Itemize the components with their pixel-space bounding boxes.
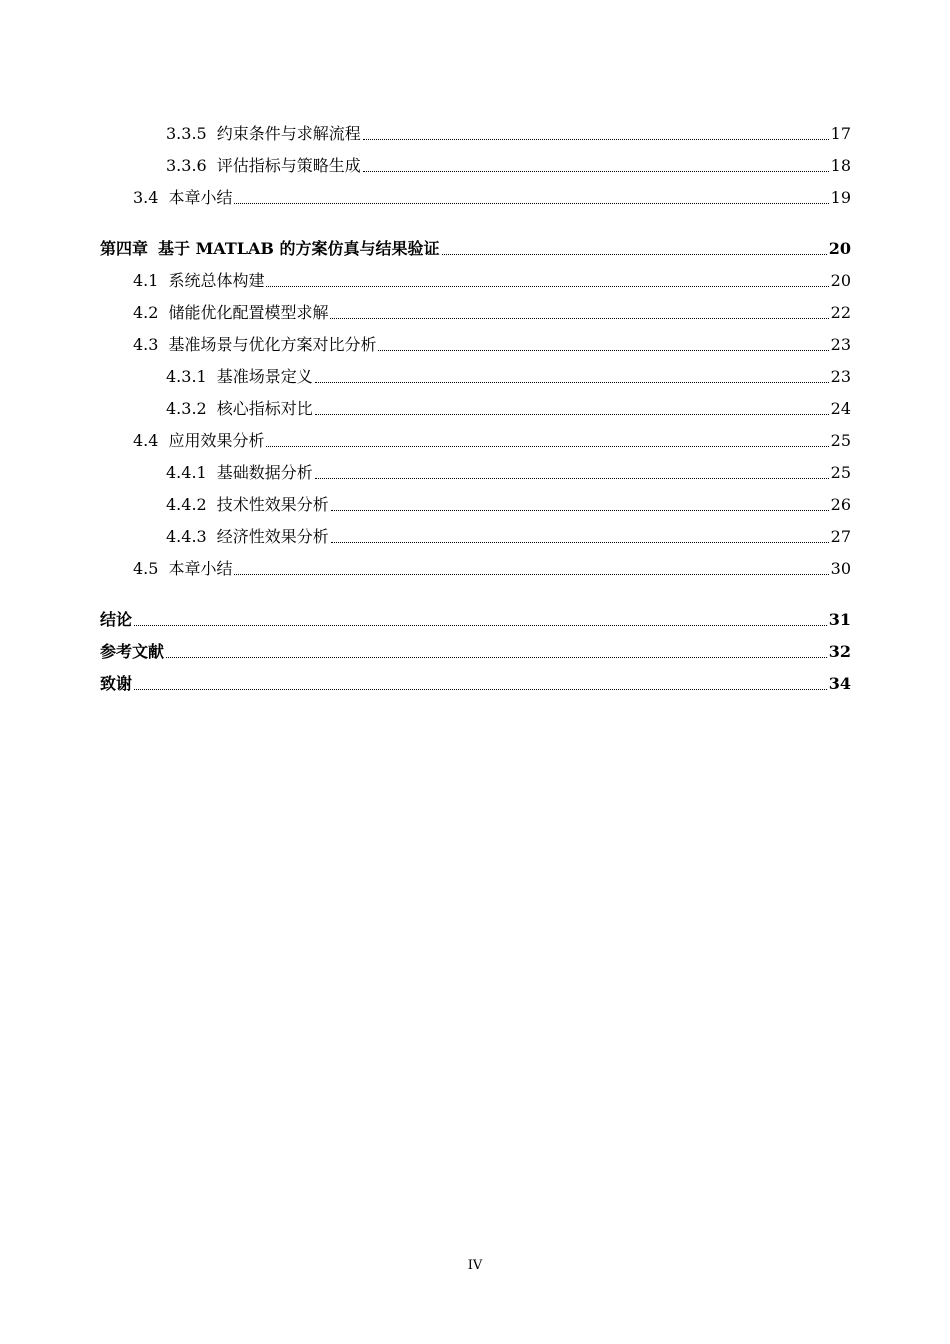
toc-entry-title: 技术性效果分析 bbox=[216, 495, 329, 514]
toc-entry-number: 3.3.5 bbox=[166, 124, 207, 143]
toc-entry[interactable] bbox=[100, 150, 851, 182]
toc-entry[interactable] bbox=[100, 329, 851, 361]
toc-dot-leader bbox=[331, 542, 829, 543]
toc-entry-page: 34 bbox=[828, 674, 851, 693]
toc-dot-leader bbox=[363, 171, 829, 172]
toc-dot-leader bbox=[331, 510, 829, 511]
toc-acknowledgement-entry[interactable] bbox=[100, 668, 851, 700]
page-number: IV bbox=[467, 1258, 483, 1273]
toc-dot-leader bbox=[315, 478, 829, 479]
toc-entry-title: 本章小结 bbox=[168, 559, 233, 578]
toc-entry-page: 22 bbox=[830, 303, 851, 322]
toc-entry-number: 4.1 bbox=[133, 271, 159, 290]
toc-entry-page: 20 bbox=[828, 239, 851, 258]
table-of-contents bbox=[100, 118, 851, 700]
toc-entry-title: 结论 bbox=[100, 610, 133, 629]
toc-entry-number: 4.3 bbox=[133, 335, 159, 354]
toc-entry[interactable] bbox=[100, 361, 851, 393]
toc-entry[interactable] bbox=[100, 425, 851, 457]
toc-dot-leader bbox=[234, 203, 828, 204]
toc-entry[interactable] bbox=[100, 182, 851, 214]
toc-entry[interactable] bbox=[100, 265, 851, 297]
toc-dot-leader bbox=[315, 382, 829, 383]
toc-chapter-number: 第四章 bbox=[100, 239, 149, 258]
toc-entry-number: 3.3.6 bbox=[166, 156, 207, 175]
toc-entry-page: 27 bbox=[830, 527, 851, 546]
toc-dot-leader bbox=[234, 574, 828, 575]
toc-entry-title: 基准场景与优化方案对比分析 bbox=[168, 335, 377, 354]
toc-entry-title: 基准场景定义 bbox=[216, 367, 313, 386]
toc-entry-number: 4.4.2 bbox=[166, 495, 207, 514]
toc-conclusion-entry[interactable] bbox=[100, 604, 851, 636]
toc-dot-leader bbox=[134, 625, 827, 626]
toc-entry-title: 经济性效果分析 bbox=[216, 527, 329, 546]
toc-dot-leader bbox=[330, 318, 828, 319]
toc-entry-number: 4.5 bbox=[133, 559, 159, 578]
toc-entry-page: 20 bbox=[830, 271, 851, 290]
section-gap bbox=[100, 585, 851, 604]
toc-dot-leader bbox=[166, 657, 827, 658]
toc-entry-page: 24 bbox=[830, 399, 851, 418]
toc-chapter-title: 基于 MATLAB 的方案仿真与结果验证 bbox=[158, 239, 440, 258]
toc-entry-page: 18 bbox=[830, 156, 851, 175]
toc-entry-title: 应用效果分析 bbox=[168, 431, 265, 450]
toc-entry-page: 23 bbox=[830, 367, 851, 386]
toc-entry-title: 约束条件与求解流程 bbox=[216, 124, 361, 143]
toc-dot-leader bbox=[315, 414, 829, 415]
toc-entry[interactable] bbox=[100, 457, 851, 489]
toc-entry-title: 核心指标对比 bbox=[216, 399, 313, 418]
toc-entry-page: 19 bbox=[830, 188, 851, 207]
toc-entry-number: 4.3.2 bbox=[166, 399, 207, 418]
toc-entry-title: 参考文献 bbox=[100, 642, 165, 661]
toc-dot-leader bbox=[134, 689, 827, 690]
toc-entry-number: 4.3.1 bbox=[166, 367, 207, 386]
toc-dot-leader bbox=[442, 254, 827, 255]
toc-dot-leader bbox=[363, 139, 829, 140]
toc-entry-number: 4.4.3 bbox=[166, 527, 207, 546]
toc-dot-leader bbox=[266, 446, 828, 447]
toc-entry-number: 3.4 bbox=[133, 188, 159, 207]
toc-entry-title: 评估指标与策略生成 bbox=[216, 156, 361, 175]
toc-references-entry[interactable] bbox=[100, 636, 851, 668]
toc-entry[interactable] bbox=[100, 489, 851, 521]
toc-dot-leader bbox=[266, 286, 828, 287]
toc-chapter-entry[interactable] bbox=[100, 233, 851, 265]
toc-entry-number: 4.4 bbox=[133, 431, 159, 450]
toc-entry[interactable] bbox=[100, 521, 851, 553]
toc-entry-number: 4.2 bbox=[133, 303, 159, 322]
toc-entry[interactable] bbox=[100, 297, 851, 329]
toc-entry-title: 致谢 bbox=[100, 674, 133, 693]
toc-entry-number: 4.4.1 bbox=[166, 463, 207, 482]
toc-entry-title: 基础数据分析 bbox=[216, 463, 313, 482]
toc-entry[interactable] bbox=[100, 118, 851, 150]
toc-entry[interactable] bbox=[100, 393, 851, 425]
toc-entry-page: 32 bbox=[828, 642, 851, 661]
toc-entry-title: 本章小结 bbox=[168, 188, 233, 207]
toc-entry-page: 31 bbox=[828, 610, 851, 629]
section-gap bbox=[100, 214, 851, 233]
toc-entry-page: 26 bbox=[830, 495, 851, 514]
toc-entry-page: 25 bbox=[830, 431, 851, 450]
toc-entry-page: 30 bbox=[830, 559, 851, 578]
toc-entry-page: 25 bbox=[830, 463, 851, 482]
toc-dot-leader bbox=[378, 350, 828, 351]
toc-entry-title: 储能优化配置模型求解 bbox=[168, 303, 329, 322]
toc-entry-title: 系统总体构建 bbox=[168, 271, 265, 290]
toc-entry-page: 23 bbox=[830, 335, 851, 354]
toc-entry-page: 17 bbox=[830, 124, 851, 143]
toc-entry[interactable] bbox=[100, 553, 851, 585]
